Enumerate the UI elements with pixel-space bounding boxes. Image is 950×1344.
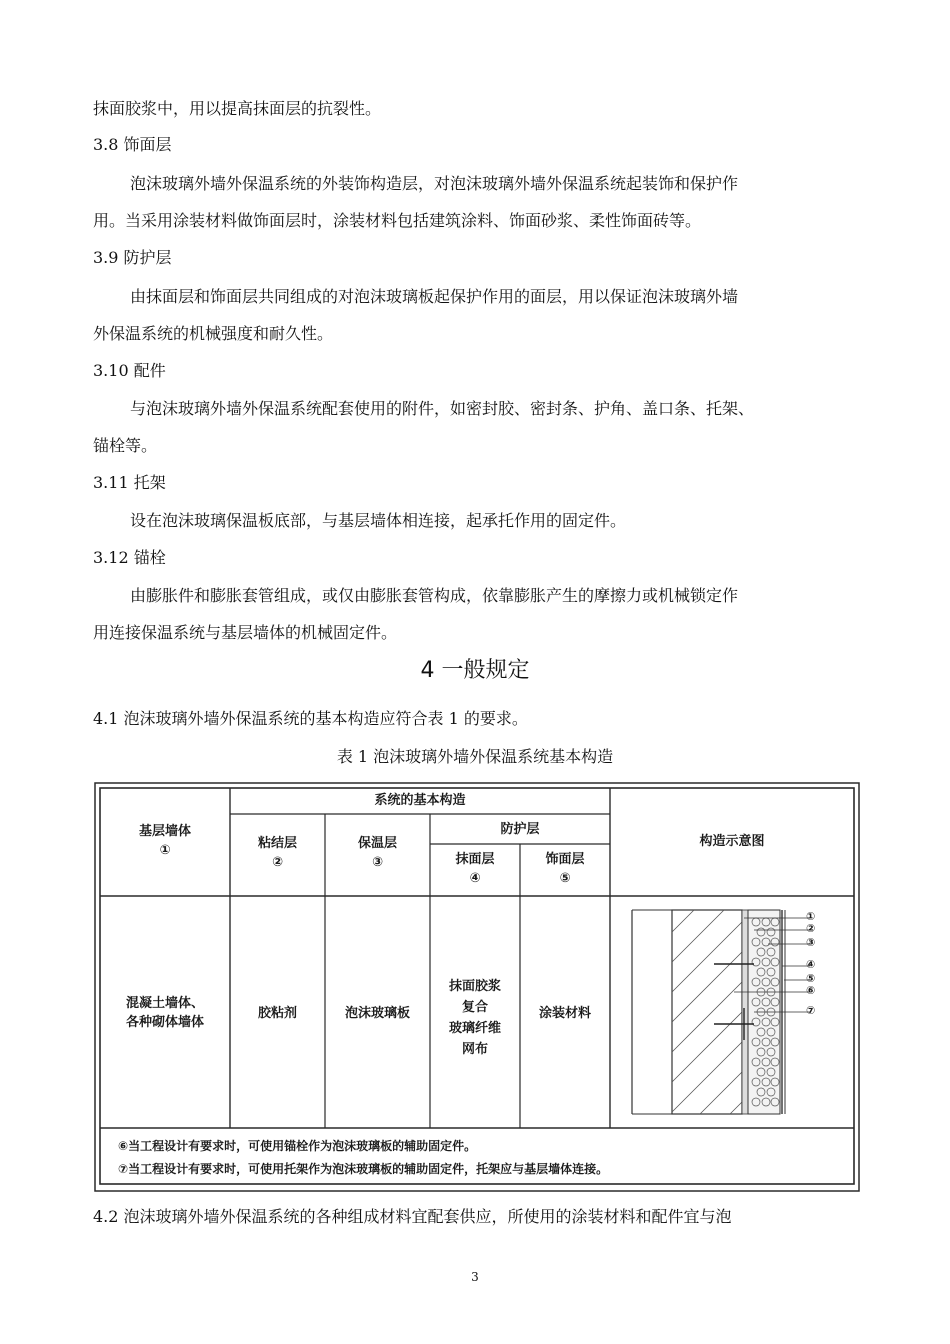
paragraph-line: 用连接保温系统与基层墙体的机械固定件。 (93, 623, 398, 642)
header-label: 保温层 (357, 836, 397, 851)
cell-render (430, 976, 520, 1060)
header-diagram: 构造示意图 (699, 834, 765, 849)
wall-section-diagram (632, 910, 810, 1114)
cell-insulation: 泡沫玻璃板 (344, 1006, 410, 1021)
header-bond-layer (230, 834, 325, 872)
header-number: ② (271, 855, 283, 870)
diagram-label: ⑤ (806, 972, 816, 985)
diagram-label: ③ (806, 936, 816, 949)
header-insulation-layer (325, 834, 430, 872)
diagram-label: ④ (806, 958, 816, 971)
construction-table (94, 782, 860, 1192)
header-label: 粘结层 (257, 836, 297, 851)
header-render-layer (430, 850, 520, 888)
paragraph-line: 由抹面层和饰面层共同组成的对泡沫玻璃板起保护作用的面层，用以保证泡沫玻璃外墙 (130, 287, 739, 306)
cell-line: 各种砌体墙体 (125, 1015, 204, 1030)
cell-base-wall (100, 994, 230, 1032)
table-note: ⑥当工程设计有要求时，可使用锚栓作为泡沫玻璃板的辅助固定件。 (118, 1139, 477, 1153)
header-number: ③ (371, 855, 383, 870)
table-caption: 表 1 泡沫玻璃外墙外保温系统基本构造 (336, 747, 614, 766)
diagram-label: ① (806, 910, 816, 923)
paragraph-line: 由膨胀件和膨胀套管组成，或仅由膨胀套管构成，依靠膨胀产生的摩擦力或机械锁定作 (130, 586, 739, 605)
cell-line: 混凝土墙体、 (125, 996, 204, 1011)
header-finish-layer (520, 850, 610, 888)
clause-4-1: 4.1 泡沫玻璃外墙外保温系统的基本构造应符合表 1 的要求。 (93, 709, 528, 728)
table-note: ⑦当工程设计有要求时，可使用托架作为泡沫玻璃板的辅助固定件，托架应与基层墙体连接。 (118, 1162, 609, 1176)
paragraph-line: 锚栓等。 (93, 436, 158, 455)
paragraph-line: 设在泡沫玻璃保温板底部，与基层墙体相连接，起承托作用的固定件。 (130, 511, 627, 530)
diagram-label: ⑥ (806, 984, 816, 997)
diagram-label: ⑦ (806, 1004, 816, 1017)
paragraph-line: 用。当采用涂装材料做饰面层时，涂装材料包括建筑涂料、饰面砂浆、柔性饰面砖等。 (93, 211, 702, 230)
header-number: ⑤ (559, 871, 571, 886)
page-number: 3 (471, 1270, 479, 1284)
clause-heading: 3.11 托架 (93, 473, 166, 492)
clause-heading: 3.9 防护层 (93, 248, 172, 267)
header-group: 系统的基本构造 (374, 793, 466, 808)
header-base-wall (100, 822, 230, 860)
diagram-label: ② (806, 922, 816, 935)
cell-line: 玻璃纤维 (448, 1021, 501, 1036)
section-heading: 4 一般规定 (420, 658, 530, 683)
header-number: ① (159, 843, 171, 858)
header-number: ④ (469, 871, 481, 886)
cell-line: 复合 (461, 1000, 488, 1015)
paragraph-line: 抹面胶浆中，用以提高抹面层的抗裂性。 (93, 99, 382, 118)
cell-bond: 胶粘剂 (257, 1006, 297, 1021)
paragraph-line: 外保温系统的机械强度和耐久性。 (93, 324, 334, 343)
clause-4-2: 4.2 泡沫玻璃外墙外保温系统的各种组成材料宜配套供应，所使用的涂装材料和配件宜与泡 (93, 1207, 732, 1226)
header-label: 饰面层 (545, 852, 585, 867)
paragraph-line: 与泡沫玻璃外墙外保温系统配套使用的附件，如密封胶、密封条、护角、盖口条、托架、 (130, 399, 755, 418)
header-label: 基层墙体 (138, 824, 191, 839)
clause-heading: 3.8 饰面层 (93, 135, 172, 154)
clause-heading: 3.12 锚栓 (93, 548, 166, 567)
clause-heading: 3.10 配件 (93, 361, 166, 380)
header-protective-layer: 防护层 (500, 822, 540, 837)
cell-finish: 涂装材料 (538, 1006, 591, 1021)
cell-line: 抹面胶浆 (448, 979, 501, 994)
header-label: 抹面层 (455, 852, 495, 867)
cell-line: 网布 (461, 1042, 488, 1057)
paragraph-line: 泡沫玻璃外墙外保温系统的外装饰构造层，对泡沫玻璃外墙外保温系统起装饰和保护作 (130, 174, 739, 193)
